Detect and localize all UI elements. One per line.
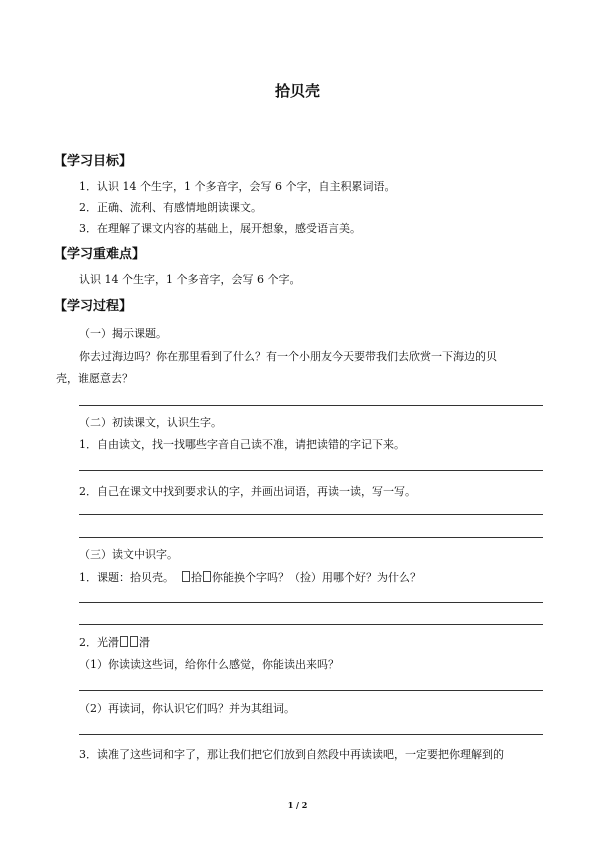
page-number: 1 / 2 <box>287 800 308 810</box>
goal-item-3: 3．在理解了课文内容的基础上，展开想象，感受语言美。 <box>79 222 361 235</box>
part2-question-2: 2．自己在课文中找到要求认的字，并画出词语，再读一读，写一写。 <box>79 485 416 498</box>
missing-glyph-box <box>203 571 211 582</box>
part3-title: （三）读文中识字。 <box>79 548 178 561</box>
answer-line <box>79 470 543 471</box>
part3-question-1 <box>79 569 421 585</box>
part1-title: （一）揭示课题。 <box>79 327 167 340</box>
key-points-text: 认识 14 个生字，1 个多音字，会写 6 个字。 <box>79 273 301 286</box>
answer-line <box>79 537 543 538</box>
part3-question-2-suffix: 滑 <box>139 636 150 649</box>
part3-question-2-sub-2: （2）再读词，你认识它们吗？并为其组词。 <box>79 702 295 715</box>
missing-glyph-box <box>130 636 138 647</box>
answer-line <box>79 734 543 735</box>
answer-line <box>79 602 543 603</box>
part1-text-line2: 壳，谁愿意去？ <box>56 372 133 385</box>
part3-question-2 <box>79 634 150 650</box>
key-points-heading: 【学习重难点】 <box>54 247 146 262</box>
part2-title: （二）初读课文，认识生字。 <box>79 416 222 429</box>
goals-heading: 【学习目标】 <box>54 154 133 169</box>
answer-line <box>79 405 543 406</box>
process-heading: 【学习过程】 <box>54 299 133 314</box>
answer-line <box>79 690 543 691</box>
part2-question-1: 1．自由读文，找一找哪些字音自己读不准，请把读错的字记下来。 <box>79 438 405 451</box>
part3-question-1-inner: 拾 <box>191 571 202 584</box>
part3-question-3: 3．读准了这些词和字了，那让我们把它们放到自然段中再读读吧，一定要把你理解到的 <box>79 748 504 761</box>
part3-question-1-prefix: 1．课题：拾贝壳。 <box>79 571 174 584</box>
goal-item-1: 1．认识 14 个生字，1 个多音字，会写 6 个字，自主积累词语。 <box>79 180 396 193</box>
part3-question-2-sub-1: （1）你读读这些词，给你什么感觉，你能读出来吗？ <box>79 658 339 671</box>
answer-line <box>79 624 543 625</box>
part3-question-1-suffix: 你能换个字吗？（捡）用哪个好？为什么？ <box>212 571 421 584</box>
answer-line <box>79 514 543 515</box>
part3-question-2-prefix: 2．光滑 <box>79 636 119 649</box>
page-title: 拾贝壳 <box>274 82 320 100</box>
part1-text-line1: 你去过海边吗？你在那里看到了什么？有一个小朋友今天要带我们去欣赏一下海边的贝 <box>79 350 497 363</box>
missing-glyph-box <box>120 636 128 647</box>
goal-item-2: 2．正确、流利、有感情地朗读课文。 <box>79 201 262 214</box>
missing-glyph-box <box>182 571 190 582</box>
